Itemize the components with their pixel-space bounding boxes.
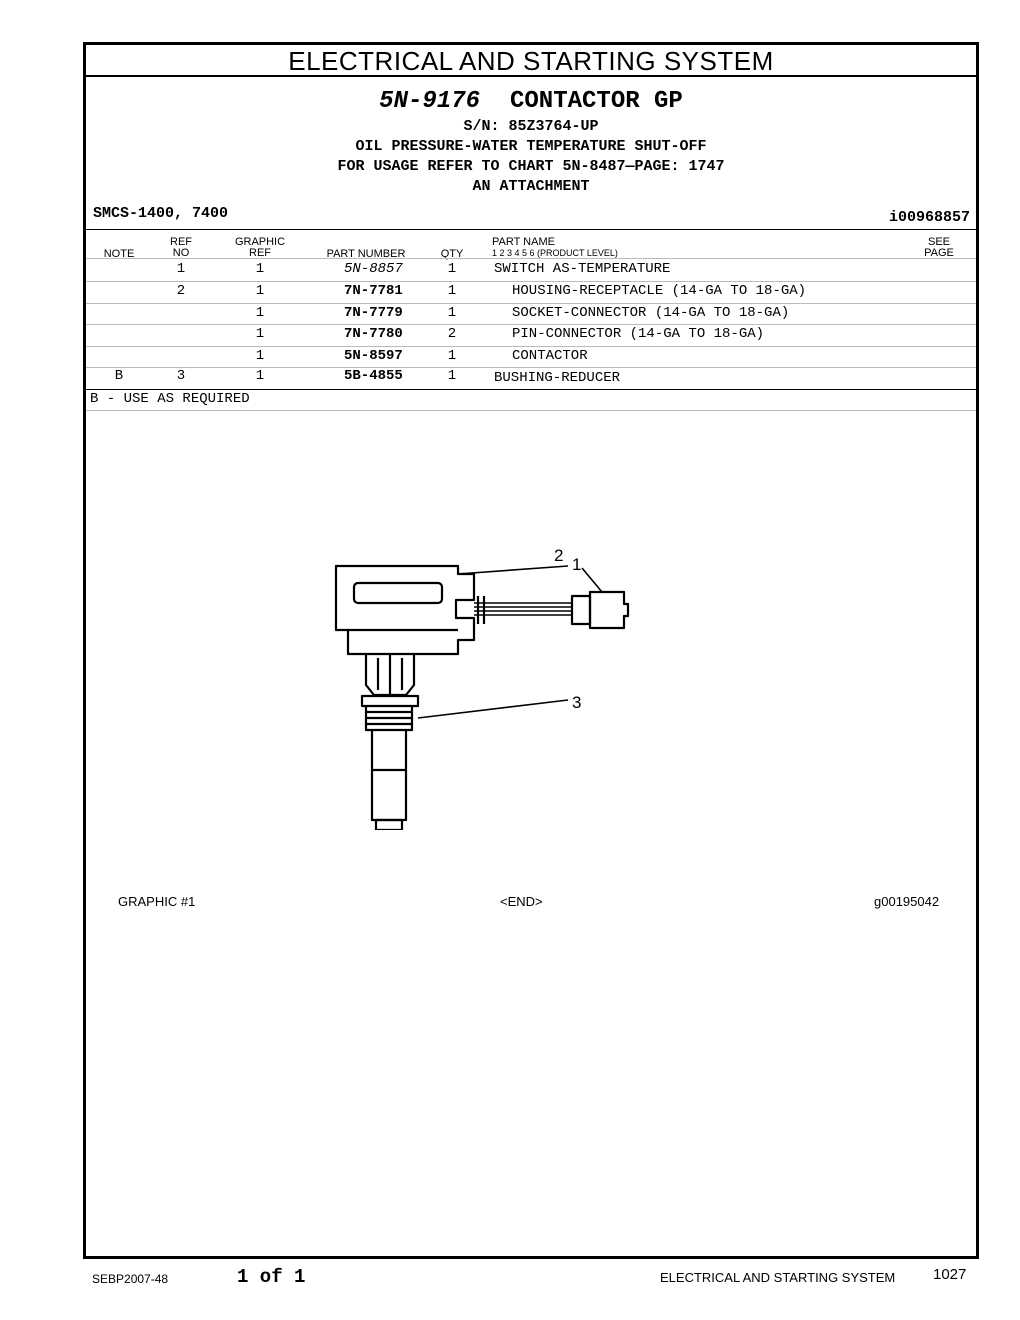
illustration-id: i00968857 <box>888 209 970 226</box>
col-graphic-ref-line1: GRAPHIC <box>234 236 286 248</box>
description: OIL PRESSURE-WATER TEMPERATURE SHUT-OFF <box>355 138 707 155</box>
serial-number: S/N: 85Z3764-UP <box>463 118 599 135</box>
table-bottom-rule <box>86 389 976 390</box>
row-ref-no: 2 <box>176 283 186 299</box>
col-see-page-line1: SEE <box>927 236 950 248</box>
contactor-illustration <box>306 540 736 830</box>
row-qty: 1 <box>447 368 457 384</box>
row-part-name: SOCKET-CONNECTOR (14-GA TO 18-GA) <box>512 305 790 321</box>
attachment-note: AN ATTACHMENT <box>472 178 590 195</box>
bushing-reducer <box>362 696 418 706</box>
col-part-name <box>492 237 752 259</box>
connector-housing <box>572 596 590 624</box>
table-row <box>86 367 976 389</box>
col-graphic-ref <box>230 237 290 259</box>
col-note: NOTE <box>103 248 135 260</box>
notes-rule <box>86 410 976 411</box>
row-part-name: HOUSING-RECEPTACLE (14-GA TO 18-GA) <box>512 283 807 299</box>
callout-3: 3 <box>572 693 582 712</box>
row-part-number: 7N-7781 <box>344 283 403 299</box>
row-part-name: SWITCH AS-TEMPERATURE <box>494 261 671 277</box>
product-levels: 1 2 3 4 5 6 (PRODUCT LEVEL) <box>492 248 618 258</box>
callout-2: 2 <box>554 546 564 565</box>
row-part-number: 7N-7779 <box>344 305 403 321</box>
table-row <box>86 281 976 302</box>
row-qty: 1 <box>447 305 457 321</box>
row-part-name: PIN-CONNECTOR (14-GA TO 18-GA) <box>512 326 765 342</box>
leader-line-3 <box>418 700 568 718</box>
smcs-code: SMCS-1400, 7400 <box>93 205 229 222</box>
col-see-page <box>920 237 958 259</box>
row-part-number: 5N-8597 <box>344 348 403 364</box>
table-row <box>86 259 976 280</box>
col-see-page-line2: PAGE <box>924 247 954 259</box>
row-qty: 1 <box>447 348 457 364</box>
page-frame <box>83 42 979 1259</box>
col-ref-no <box>166 237 196 259</box>
page-of: 1 of 1 <box>237 1266 306 1288</box>
end-marker: <END> <box>500 894 543 909</box>
temperature-probe <box>372 730 406 820</box>
col-ref-no-line1: REF <box>170 236 192 248</box>
row-qty: 2 <box>447 326 457 342</box>
row-part-number: 7N-7780 <box>344 326 403 342</box>
graphic-label: GRAPHIC #1 <box>118 894 196 909</box>
note-b: B - USE AS REQUIRED <box>90 391 250 407</box>
assembly-part-name: CONTACTOR GP <box>510 88 683 115</box>
table-row <box>86 324 976 345</box>
header-rule <box>86 229 976 230</box>
row-graphic-ref: 1 <box>255 305 265 321</box>
col-graphic-ref-line2: REF <box>249 247 271 259</box>
row-part-name: BUSHING-REDUCER <box>494 370 621 386</box>
part-title <box>86 88 976 115</box>
row-qty: 1 <box>447 261 457 277</box>
footer-section: ELECTRICAL AND STARTING SYSTEM <box>660 1270 896 1285</box>
row-graphic-ref: 1 <box>255 326 265 342</box>
table-row <box>86 303 976 324</box>
row-ref-no: 3 <box>176 368 186 384</box>
col-ref-no-line2: NO <box>172 247 190 259</box>
page-number: 1027 <box>933 1266 967 1283</box>
row-graphic-ref: 1 <box>255 283 265 299</box>
row-note: B <box>114 368 124 384</box>
graphic-id: g00195042 <box>874 894 940 909</box>
leader-line-1 <box>458 566 568 574</box>
col-part-number: PART NUMBER <box>326 248 406 260</box>
table-row <box>86 346 976 367</box>
section-title: ELECTRICAL AND STARTING SYSTEM <box>86 45 976 77</box>
row-qty: 1 <box>447 283 457 299</box>
row-part-number: 5N-8857 <box>344 261 403 277</box>
doc-id: SEBP2007-48 <box>92 1272 169 1286</box>
row-part-name: CONTACTOR <box>512 348 588 364</box>
row-graphic-ref: 1 <box>255 261 265 277</box>
row-part-number: 5B-4855 <box>344 368 403 384</box>
usage-reference: FOR USAGE REFER TO CHART 5N-8487—PAGE: 1747 <box>337 158 725 175</box>
wire-harness <box>474 603 572 615</box>
callout-1: 1 <box>572 555 582 574</box>
switch-label-window <box>354 583 442 603</box>
col-part-name-line1: PART NAME <box>492 236 555 248</box>
switch-body <box>336 566 474 654</box>
assembly-part-number: 5N-9176 <box>379 88 480 115</box>
row-graphic-ref: 1 <box>255 368 265 384</box>
col-qty: QTY <box>440 248 464 260</box>
leader-line-2 <box>582 568 602 592</box>
row-graphic-ref: 1 <box>255 348 265 364</box>
row-ref-no: 1 <box>176 261 186 277</box>
